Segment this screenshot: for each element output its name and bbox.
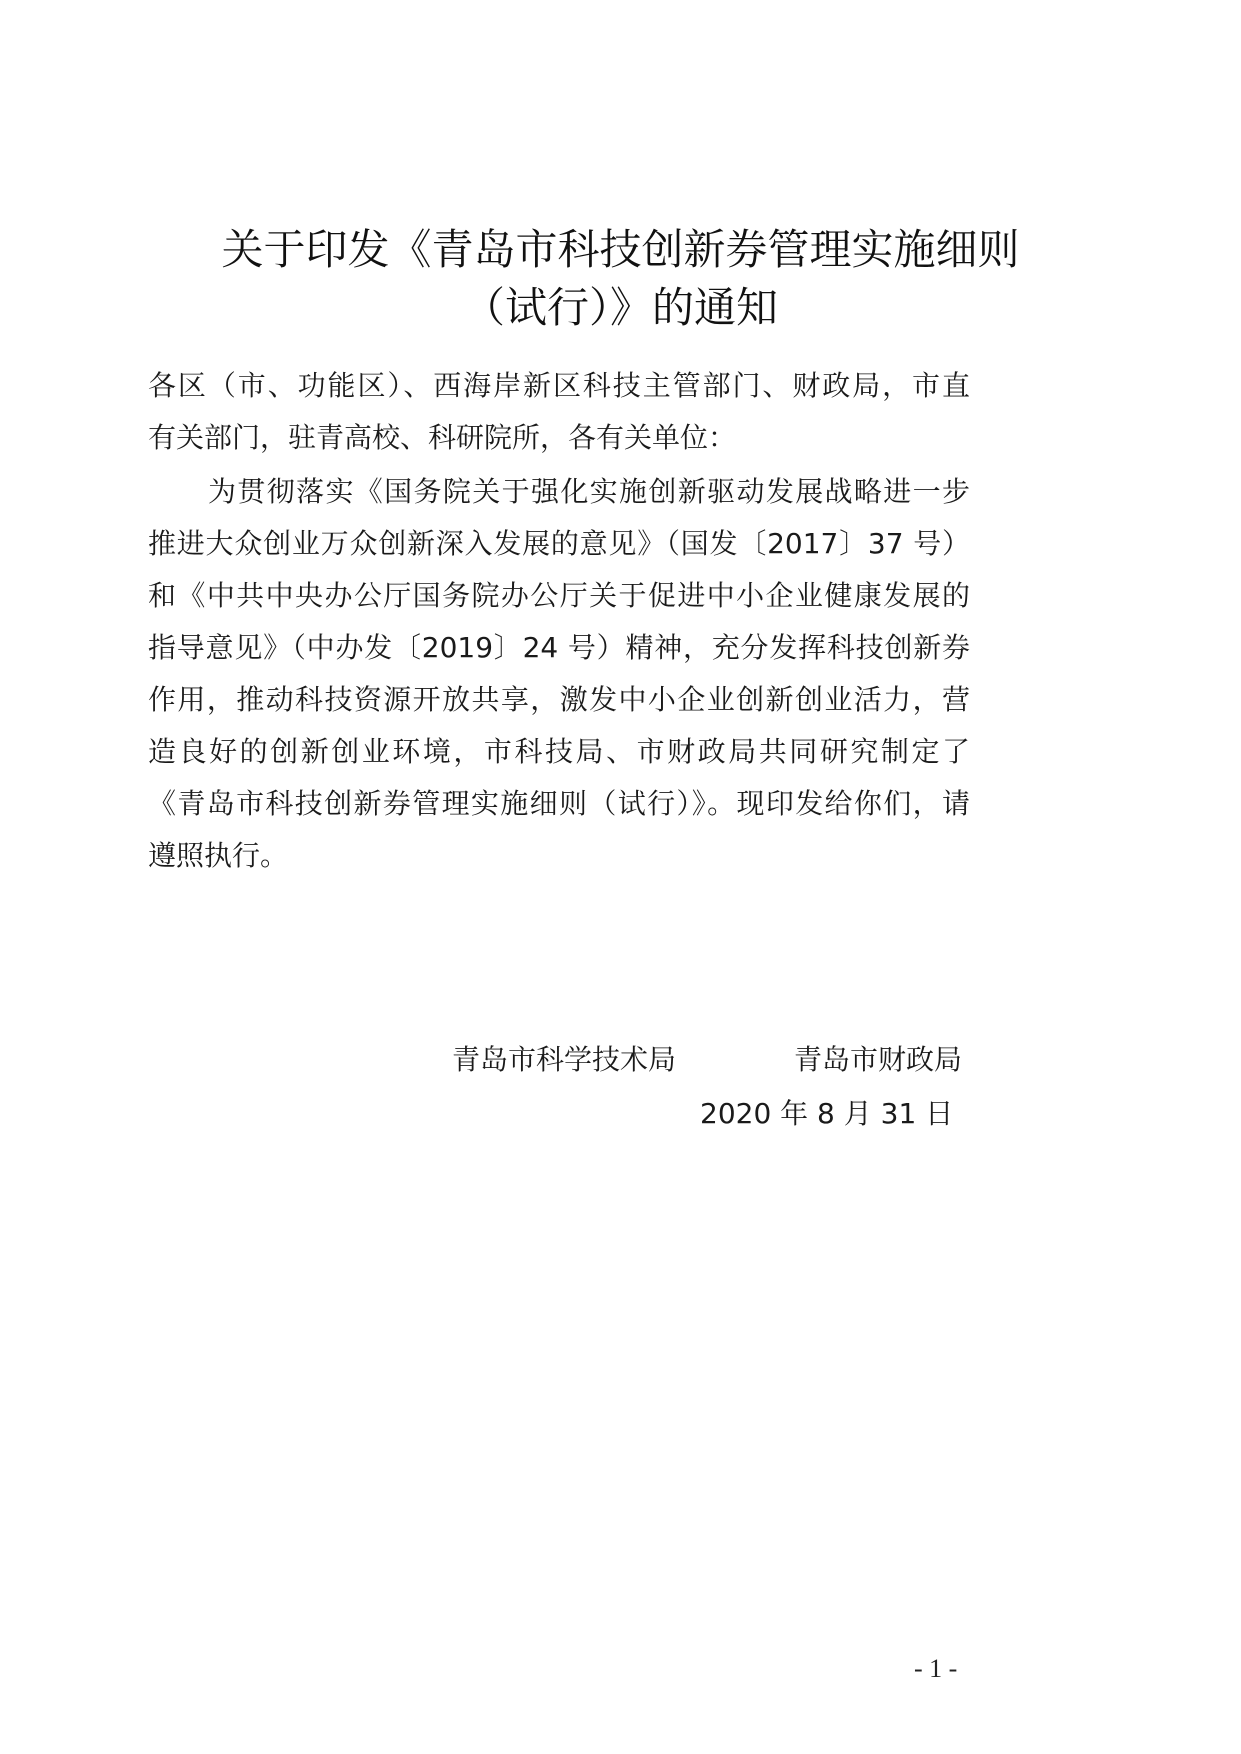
signatory-finance-bureau: 青岛市财政局 — [794, 1043, 963, 1076]
addressee-line-2: 有关部门，驻青高校、科研院所，各有关单位： — [148, 421, 737, 454]
document-title-line-1: 关于印发《青岛市科技创新券管理实施细则 — [221, 225, 1020, 274]
body-line: 遵照执行。 — [148, 839, 289, 872]
signatory-science-bureau: 青岛市科学技术局 — [452, 1043, 677, 1076]
page-number: - 1 - — [914, 1654, 958, 1683]
body-line: 指导意见》（中办发〔2019〕24 号）精神，充分发挥科技创新券 — [148, 631, 970, 664]
body-line: 《青岛市科技创新券管理实施细则（试行）》。现印发给你们，请 — [148, 787, 970, 820]
addressee-line-1: 各区（市、功能区）、西海岸新区科技主管部门、财政局，市直 — [148, 369, 970, 402]
body-line: 作用，推动科技资源开放共享，激发中小企业创新创业活力，营 — [148, 683, 970, 716]
body-line: 造良好的创新创业环境，市科技局、市财政局共同研究制定了 — [148, 735, 970, 768]
document-title-line-2: （试行）》的通知 — [462, 283, 778, 332]
body-line: 为贯彻落实《国务院关于强化实施创新驱动发展战略进一步 — [208, 475, 970, 508]
issue-date: 2020 年 8 月 31 日 — [700, 1097, 954, 1130]
body-line: 和《中共中央办公厅国务院办公厅关于促进中小企业健康发展的 — [148, 579, 970, 612]
body-line: 推进大众创业万众创新深入发展的意见》（国发〔2017〕37 号） — [148, 527, 970, 560]
